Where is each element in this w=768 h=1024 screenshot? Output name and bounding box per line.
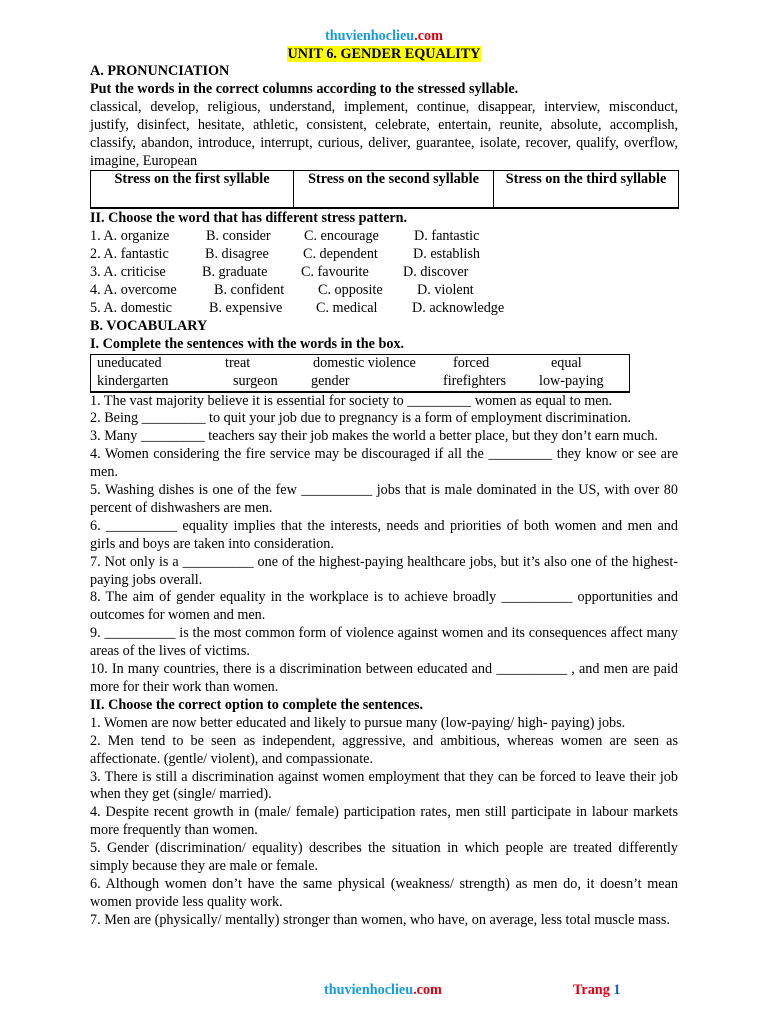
stress-options-list (90, 228, 678, 318)
stress-column-third: Stress on the third syllable (494, 171, 679, 209)
vocabulary-task2-instruction: II. Choose the correct option to complete the sentences. (90, 696, 424, 713)
list-item: 9. __________ is the most common form of violence against women and its consequences affect many areas of the lives of victims. (90, 625, 678, 660)
pronunciation-word-list: classical, develop, religious, understand, implement, continue, disappear, interview, misconduct, justify, disinfect, hesitate, athletic, consistent, celebrate, entertain, reunite, absolute, accomplish, classify, abandon, introduce, interrupt, curious, deliver, guarantee, isolate, recover, qualify, overflow, imagine, European (90, 98, 678, 169)
stress-column-second: Stress on the second syllable (294, 171, 494, 209)
list-item: 2. Being _________ to quit your job due to pregnancy is a form of employment discrimination. (90, 410, 632, 427)
list-item: 2. A. fantastic B. disagree C. dependent D. establish (90, 246, 480, 263)
list-item: 1. The vast majority believe it is essential for society to _________ women as equal to men. (90, 392, 613, 409)
word-box-row: uneducated treat domestic violence forced equal (97, 354, 582, 371)
list-item: 1. Women are now better educated and likely to pursue many (low-paying/ high- paying) jobs. (90, 714, 626, 731)
page-footer (0, 981, 768, 999)
vocabulary-task1-sentences (90, 393, 678, 697)
footer-site-link[interactable]: thuvienhoclieu.com (324, 982, 442, 998)
list-item: 3. A. criticise B. graduate C. favourite D. discover (90, 264, 469, 281)
vocabulary-task1-instruction: I. Complete the sentences with the words in the box. (90, 335, 405, 352)
worksheet (90, 45, 678, 930)
vocabulary-task2-sentences (90, 715, 678, 930)
list-item: 5. A. domestic B. expensive C. medical D. acknowledge (90, 299, 505, 316)
list-item: 4. A. overcome B. confident C. opposite D. violent (90, 282, 474, 299)
list-item: 2. Men tend to be seen as independent, aggressive, and ambitious, whereas women are seen as affectionate. (gentle/ violent), and compassionate. (90, 732, 678, 767)
list-item: 5. Washing dishes is one of the few __________ jobs that is male dominated in the US, with over 80 percent of dishwashers are men. (90, 482, 678, 516)
list-item: 5. Gender (discrimination/ equality) describes the situation in which people are treated differently simply because they are male or female. (90, 840, 678, 875)
pronunciation-task2-instruction: II. Choose the word that has different stress pattern. (90, 210, 408, 227)
list-item: 6. Although women don’t have the same physical (weakness/ strength) as men do, it doesn’t mean women provide less quality work. (90, 875, 678, 910)
list-item: 8. The aim of gender equality in the workplace is to achieve broadly __________ opportunities and outcomes for women and men. (90, 589, 678, 624)
list-item: 7. Not only is a __________ one of the highest-paying healthcare jobs, but it’s also one of the highest-paying jobs overall. (90, 553, 678, 588)
site-header (0, 27, 768, 45)
list-item: 3. Many _________ teachers say their job makes the world a better place, but they don’t earn much. (90, 428, 658, 445)
word-box (90, 354, 630, 393)
word-box-row: kindergarten surgeon gender firefighters low-paying (97, 372, 604, 389)
pronunciation-task1-instruction: Put the words in the correct columns according to the stressed syllable. (90, 80, 519, 97)
list-item: 4. Women considering the fire service may be discouraged if all the _________ they know or see are men. (90, 446, 678, 481)
site-name[interactable]: thuvienhoclieu (325, 28, 415, 44)
page-number: Trang 1 (573, 982, 621, 998)
list-item: 6. __________ equality implies that the interests, needs and priorities of both women and men and girls and boys are taken into consideration. (90, 517, 678, 552)
list-item: 10. In many countries, there is a discrimination between educated and __________ , and men are paid more for their work than women. (90, 661, 678, 695)
section-a-heading: A. PRONUNCIATION (90, 63, 230, 79)
section-b-heading: B. VOCABULARY (90, 317, 208, 334)
list-item: 1. A. organize B. consider C. encourage D. fantastic (90, 228, 480, 245)
stress-column-first: Stress on the first syllable (91, 171, 294, 209)
list-item: 4. Despite recent growth in (male/ female) participation rates, men still participate in labour markets more frequently than women. (90, 804, 678, 839)
stress-table (90, 170, 679, 209)
site-domain[interactable]: .com (414, 28, 443, 44)
list-item: 3. There is still a discrimination against women employment that they can be forced to leave their job when they get (single/ married). (90, 768, 678, 803)
unit-title: UNIT 6. GENDER EQUALITY (287, 46, 481, 62)
list-item: 7. Men are (physically/ mentally) stronger than women, who have, on average, less total muscle mass. (90, 911, 670, 928)
